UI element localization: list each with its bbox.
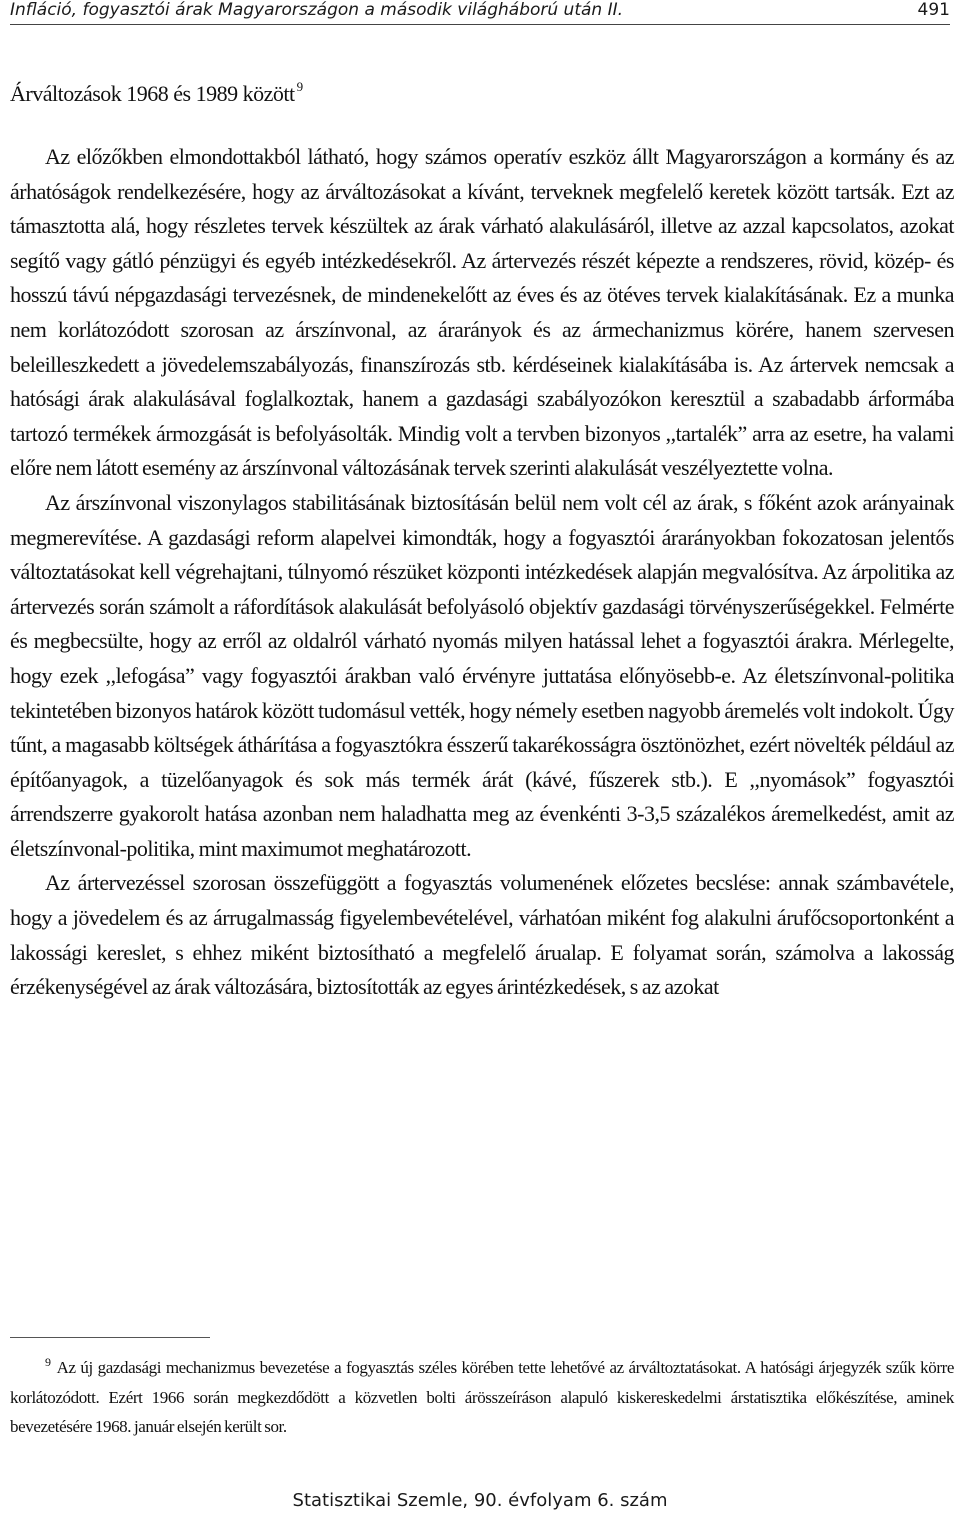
paragraph-3: Az ártervezéssel szorosan összefüggött a fogyasztás volumenének előzetes becslése: annak számbavétele, hogy a jövedelem és az árrugalmasság figyelembevételével, várhatóan miként fog alakulni árufőcsoportonként a lakossági kereslet, s ehhez miként biztosítható a megfelelő árualap. E folyamat során, számolva a lakosság érzékenységével az árak változására, biztosították az egyes árintézkedések, s az azokat [10,870,954,1000]
footnote-rule [10,1337,210,1338]
footnote-reference: 9 [296,79,303,94]
running-header-title: Infláció, fogyasztói árak Magyarországon a második világháború után II. [10,0,624,20]
section-heading-text: Árváltozások 1968 és 1989 között [10,81,295,106]
paragraph-1: Az előzőkben elmondottakból látható, hogy számos operatív eszköz állt Magyarországon a kormány és az árhatóságok rendelkezésére, hogy az árváltozásokat a kívánt, terveknek megfelelő keretek között tartsák. Ezt az támasztotta alá, hogy részletes tervek készültek az árak várható alakulásáról, illetve az azzal kapcsolatos, azokat segítő vagy gátló pénzügyi és egyéb intézkedésekről. Az ártervezés részét képezte a rendszeres, rövid, közép- és hosszú távú népgazdasági tervezésnek, de mindenekelőtt az éves és az ötéves tervek kialakításának. Ez a munka nem korlátozódott szorosan az árszínvonal, az árarányok és az ármechanizmus körére, hanem szervesen beleilleszkedett a jövedelemszabályozás, finanszírozás stb. kérdéseinek kialakításába is. Az ártervek nemcsak a hatósági árak alakulásával foglalkoztak, hanem a gazdasági szabályozókon keresztül a szabadabb árformába tartozó termékek ármozgását is befolyásolták. Mindig volt a tervben bizonyos ,,tartalék” arra az esetre, ha valami előre nem látott esemény az árszínvonal változásának tervek szerinti alakulását veszélyeztette volna. [10,144,954,481]
footnote [10,1348,954,1442]
page-number: 491 [917,0,950,20]
section-heading [10,79,303,107]
body-text [10,140,954,1005]
footnote-text: Az új gazdasági mechanizmus bevezetése a fogyasztás széles körében tette lehetővé az árváltoztatásokat. A hatósági árjegyzék szűk körre korlátozódott. Ezért 1966 során megkezdődött a közvetlen bolti árösszeíráson alapuló kiskereskedelmi árstatisztika előkészítése, aminek bevezetésére 1968. január elsején került sor. [10,1358,954,1436]
journal-footer: Statisztikai Szemle, 90. évfolyam 6. szám [292,1490,668,1511]
footnote-number: 9 [45,1355,51,1369]
paragraph-2: Az árszínvonal viszonylagos stabilitásának biztosításán belül nem volt cél az árak, s főként azok arányainak megmerevítése. A gazdasági reform alapelvei kimondták, hogy a fogyasztói árarányokban fokozatosan jelentős változtatásokat kell végrehajtani, túlnyomó részüket központi intézkedések alapján megvalósítva. Az árpolitika az ártervezés során számolt a ráfordítások alakulását befolyásoló objektív gazdasági törvényszerűségekkel. Felmérte és megbecsülte, hogy az erről az oldalról várható nyomás milyen hatással lehet a fogyasztói árakra. Mérlegelte, hogy ezek ,,lefogása” vagy fogyasztói árakban való érvényre juttatása előnyösebb-e. Az életszínvonal-politika tekintetében bizonyos határok között tudomásul vették, hogy némely esetben nagyobb áremelés volt indokolt. Úgy tűnt, a magasabb költségek áthárítása a fogyasztókra ésszerű takarékosságra ösztönözhet, ezért növelték például az építőanyagok, a tüzelőanyagok és sok más termék árát (kávé, fűszerek stb.). E ,,nyomások” fogyasztói árrendszerre gyakorolt hatása azonban nem haladhatta meg az évenkénti 3-3,5 százalékos áremelkedést, amit az életszínvonal-politika, mint maximumot meghatározott. [10,489,954,861]
header-rule [10,24,950,25]
running-header [10,0,950,24]
